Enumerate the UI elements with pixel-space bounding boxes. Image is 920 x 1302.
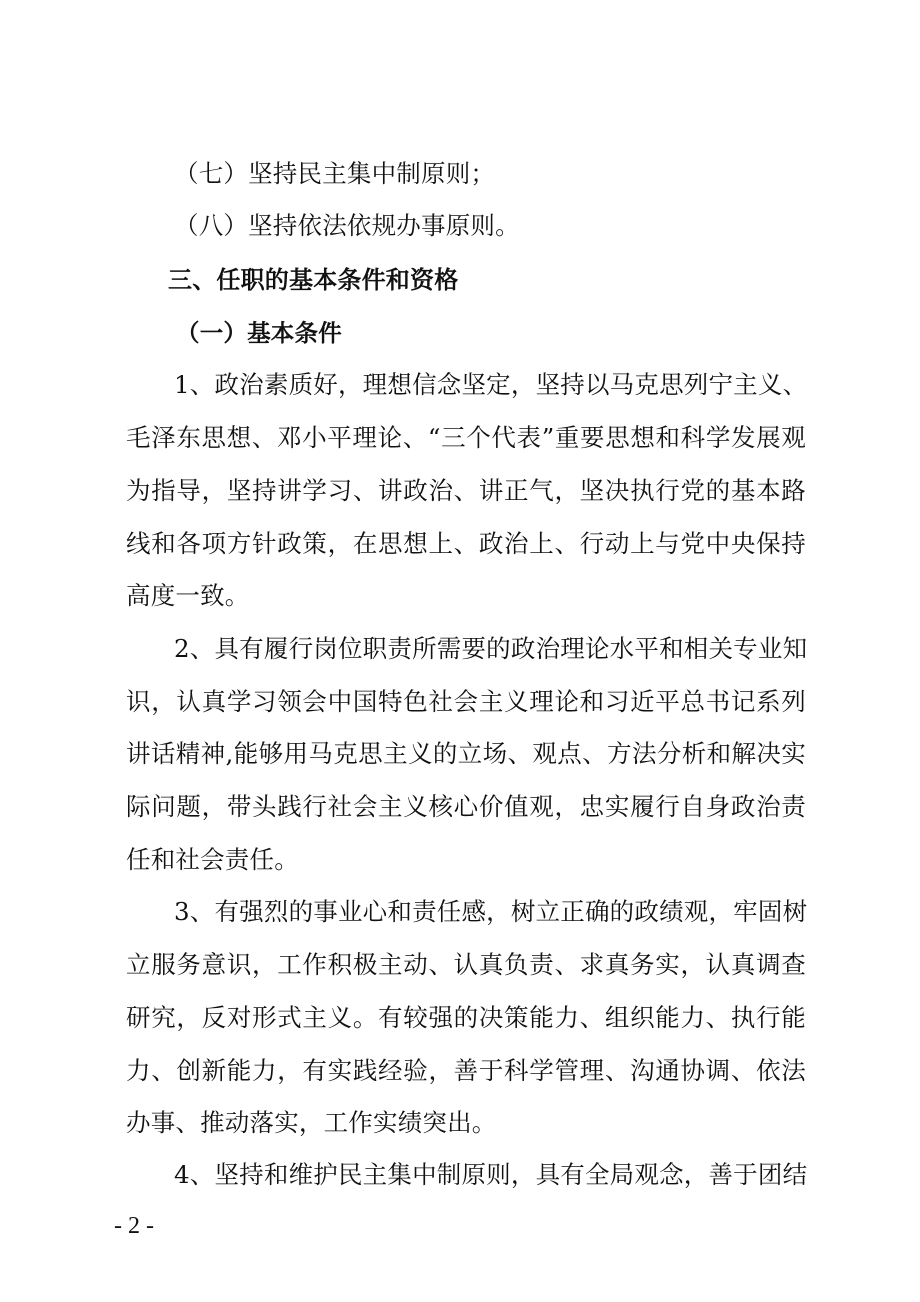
section-heading: 三、任职的基本条件和资格 <box>168 266 459 294</box>
paragraph-line: 2、具有履行岗位职责所需要的政治理论水平和相关专业知 <box>174 634 808 663</box>
page-number: - 2 - <box>114 1213 154 1239</box>
paragraph-line: 任和社会责任。 <box>126 845 299 874</box>
paragraph-line: 4、坚持和维护民主集中制原则，具有全局观念，善于团结 <box>174 1160 808 1189</box>
paragraph-line: 3、有强烈的事业心和责任感，树立正确的政绩观，牢固树 <box>174 897 808 926</box>
paragraph-line: 讲话精神,能够用马克思主义的立场、观点、方法分析和解决实 <box>126 739 806 768</box>
paragraph-line: 毛泽东思想、邓小平理论、“三个代表”重要思想和科学发展观 <box>126 423 806 452</box>
subsection-heading: （一）基本条件 <box>176 319 342 347</box>
list-item-seven: （七）坚持民主集中制原则； <box>174 159 496 188</box>
paragraph-line: 研究，反对形式主义。有较强的决策能力、组织能力、执行能 <box>126 1003 806 1032</box>
paragraph-line: 办事、推动落实，工作实绩突出。 <box>126 1108 497 1137</box>
paragraph-line: 际问题，带头践行社会主义核心价值观，忠实履行自身政治责 <box>126 792 806 821</box>
paragraph-line: 立服务意识，工作积极主动、认真负责、求真务实，认真调查 <box>126 950 806 979</box>
list-item-eight: （八）坚持依法依规办事原则。 <box>174 211 520 240</box>
paragraph-line: 高度一致。 <box>126 581 250 610</box>
paragraph-line: 线和各项方针政策，在思想上、政治上、行动上与党中央保持 <box>126 529 806 558</box>
paragraph-line: 力、创新能力，有实践经验，善于科学管理、沟通协调、依法 <box>126 1056 806 1085</box>
paragraph-line: 为指导，坚持讲学习、讲政治、讲正气，坚决执行党的基本路 <box>126 476 806 505</box>
paragraph-line: 识，认真学习领会中国特色社会主义理论和习近平总书记系列 <box>126 687 806 716</box>
paragraph-line: 1、政治素质好，理想信念坚定，坚持以马克思列宁主义、 <box>174 370 808 399</box>
